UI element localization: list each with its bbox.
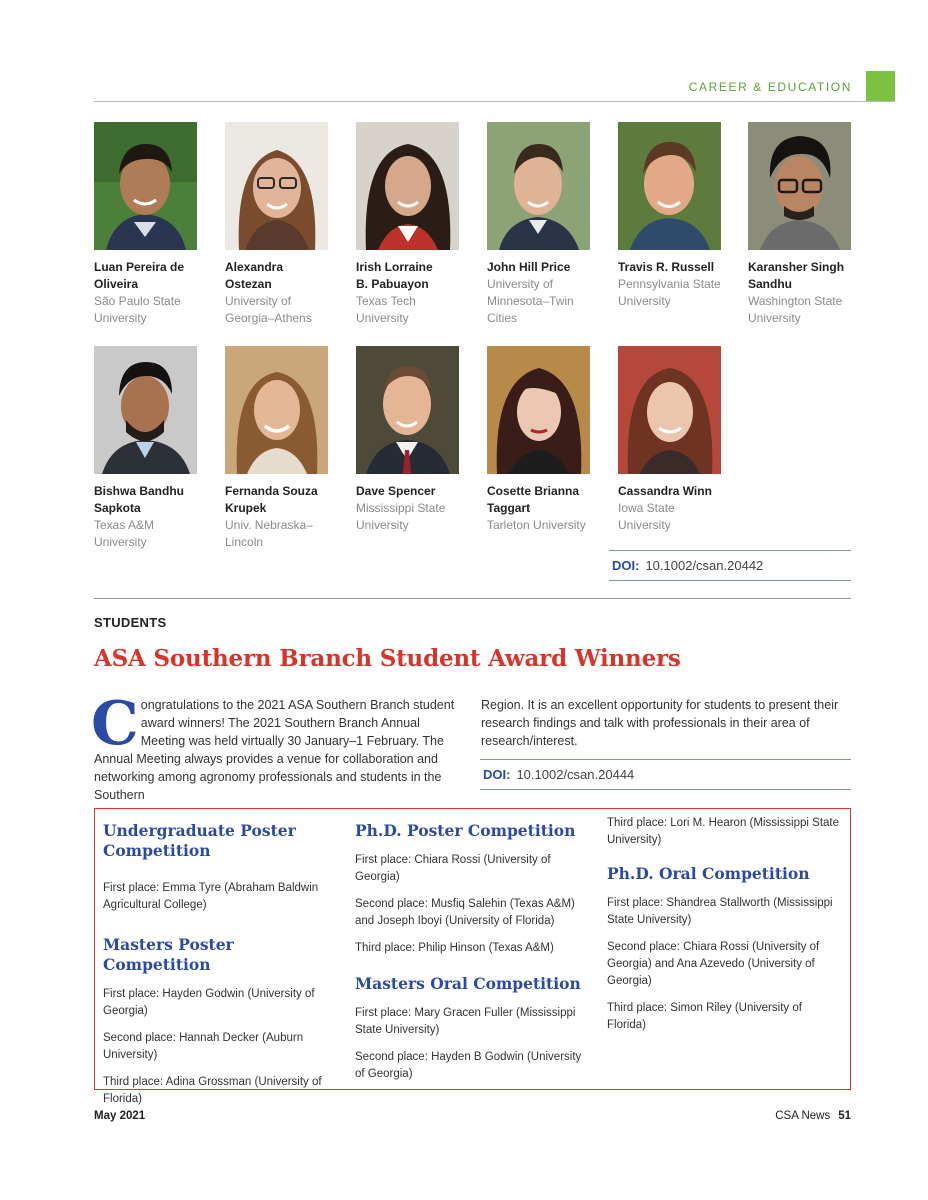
award-entry: First place: Emma Tyre (Abraham Baldwin Agricultural College) — [103, 882, 319, 911]
portrait-photo — [748, 122, 851, 250]
person-card — [94, 122, 204, 327]
article-intro-right: Region. It is an excellent opportunity for students to present their research findings and talk with professionals in their area of research/interest. — [481, 698, 839, 748]
award-entry: Second place: Hannah Decker (Auburn University) — [103, 1032, 304, 1061]
award-entry: First place: Hayden Godwin (University of Georgia) — [103, 988, 315, 1017]
award-entry: Third place: Simon Riley (University of Florida) — [607, 1002, 802, 1031]
person-card — [356, 346, 466, 534]
person-institution: Pennsylvania State University — [618, 277, 721, 308]
person-institution: University of Minnesota–Twin Cities — [487, 277, 574, 325]
person-card — [94, 346, 204, 551]
person-card — [356, 122, 466, 327]
person-institution: Mississippi State University — [356, 501, 446, 532]
person-institution: Iowa State University — [618, 501, 675, 532]
award-winners-box — [94, 808, 851, 1105]
person-institution: Texas A&M University — [94, 518, 155, 549]
person-name: Dave Spencer — [356, 484, 436, 498]
person-card — [618, 122, 728, 310]
award-entry: Second place: Hayden B Godwin (University of Georgia) — [355, 1051, 582, 1080]
competition-title: Undergraduate Poster Competition — [103, 821, 296, 860]
competition-title: Ph.D. Oral Competition — [607, 864, 810, 883]
doi-label: DOI: — [483, 767, 511, 782]
competition-title: Ph.D. Poster Competition — [355, 821, 576, 840]
section-divider — [94, 598, 851, 599]
portrait-photo — [94, 346, 197, 474]
person-institution: São Paulo State University — [94, 294, 181, 325]
doi-reference — [480, 759, 851, 790]
person-name: Karansher Singh Sandhu — [748, 260, 845, 291]
article-intro-left — [91, 689, 464, 804]
portrait-photo — [225, 346, 328, 474]
portrait-photo — [356, 122, 459, 250]
award-entry: First place: Shandrea Stallworth (Mississippi State University) — [607, 897, 833, 926]
portrait-photo — [225, 122, 328, 250]
person-institution: Washington State University — [748, 294, 843, 325]
person-name: Cosette Brianna Taggart — [487, 484, 580, 515]
header-rule — [94, 101, 895, 102]
person-card — [748, 122, 858, 327]
person-name: Bishwa Bandhu Sapkota — [94, 484, 185, 515]
article-kicker: STUDENTS — [94, 615, 167, 630]
portrait-photo — [487, 122, 590, 250]
competition-title: Masters Poster Competition — [103, 935, 234, 974]
footer-publication: CSA News 51 — [775, 1110, 851, 1122]
doi-link[interactable]: 10.1002/csan.20444 — [516, 767, 635, 782]
awards-column-1 — [103, 821, 335, 1108]
person-card — [618, 346, 728, 534]
person-name: Irish Lorraine B. Pabuayon — [356, 260, 433, 291]
doi-reference — [609, 550, 851, 581]
section-color-block — [866, 71, 895, 102]
award-entry: Third place: Philip Hinson (Texas A&M) — [355, 942, 554, 954]
person-institution: Texas Tech University — [356, 294, 416, 325]
portrait-photo — [618, 346, 721, 474]
competition-title: Masters Oral Competition — [355, 974, 581, 993]
person-name: Travis R. Russell — [618, 260, 715, 274]
doi-link[interactable]: 10.1002/csan.20442 — [645, 558, 764, 573]
portrait-photo — [618, 122, 721, 250]
person-name: John Hill Price — [487, 260, 571, 274]
award-entry: Third place: Lori M. Hearon (Mississippi State University) — [607, 817, 839, 846]
portrait-photo — [94, 122, 197, 250]
footer-date: May 2021 — [94, 1110, 146, 1122]
intro-text: ongratulations to the 2021 ASA Southern Branch student award winners! The 2021 Southern Branch Annual Meeting was held virtually 30 January–1 February. The Annual Meeting always provides a venue for collaboration and networking among agronomy professionals and students in the Southern — [94, 698, 455, 802]
person-institution: University of Georgia–Athens — [225, 294, 312, 325]
portrait-photo — [356, 346, 459, 474]
person-institution: Univ. Nebraska– Lincoln — [225, 518, 313, 549]
drop-cap: C — [91, 689, 139, 759]
person-card — [487, 346, 597, 534]
person-name: Alexandra Ostezan — [225, 260, 284, 291]
award-entry: First place: Mary Gracen Fuller (Mississippi State University) — [355, 1007, 576, 1036]
person-name: Luan Pereira de Oliveira — [94, 260, 185, 291]
awards-column-3 — [607, 815, 843, 1034]
page-number: 51 — [838, 1110, 851, 1122]
award-entry: Second place: Chiara Rossi (University of Georgia) and Ana Azevedo (University of Georgia) — [607, 941, 820, 987]
person-card — [225, 346, 335, 551]
portrait-photo — [487, 346, 590, 474]
section-label: CAREER & EDUCATION — [688, 80, 852, 94]
person-card — [487, 122, 597, 327]
award-entry: First place: Chiara Rossi (University of Georgia) — [355, 854, 551, 883]
person-name: Fernanda Souza Krupek — [225, 484, 318, 515]
article-headline: ASA Southern Branch Student Award Winners — [94, 645, 681, 672]
doi-label: DOI: — [612, 558, 640, 573]
award-entry: Third place: Adina Grossman (University of Florida) — [103, 1076, 322, 1105]
person-card — [225, 122, 335, 327]
awards-column-2 — [355, 821, 591, 1083]
award-entry: Second place: Musfiq Salehin (Texas A&M) and Joseph Iboyi (University of Florida) — [355, 898, 575, 927]
person-institution: Tarleton University — [487, 518, 586, 532]
person-name: Cassandra Winn — [618, 484, 712, 498]
